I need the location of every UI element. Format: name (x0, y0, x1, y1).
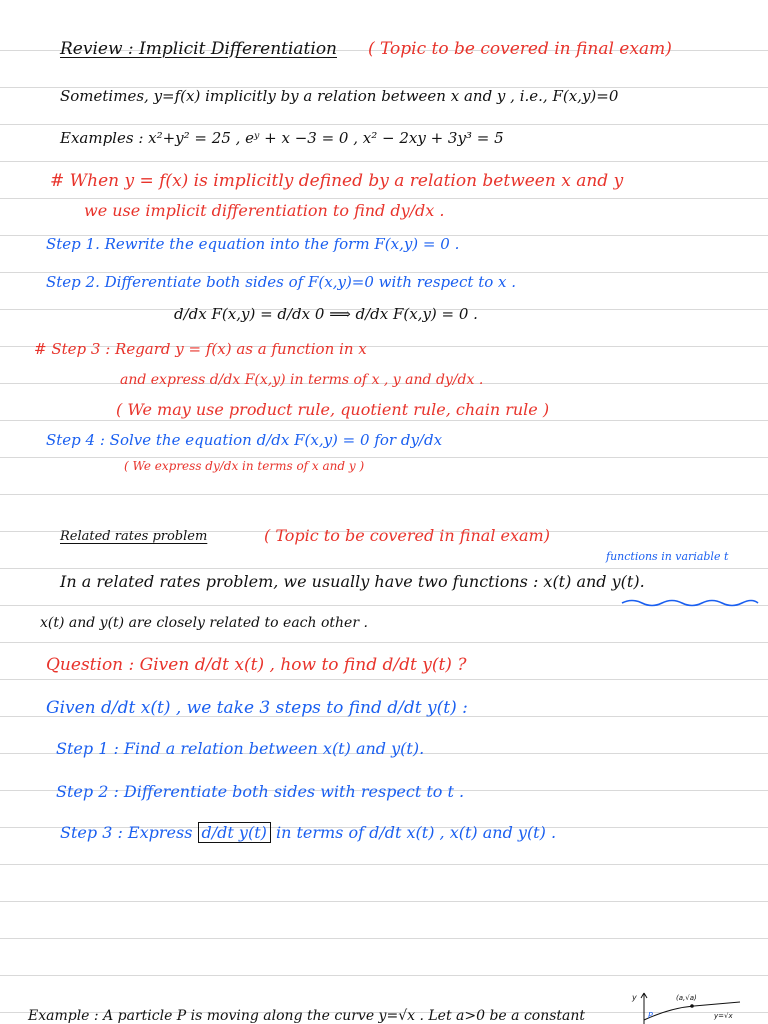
review-step-1: Step 1. Rewrite the equation into the form F(x,y) = 0 . (46, 235, 460, 253)
review-step-3-line-1: # Step 3 : Regard y = f(x) as a function in x (34, 340, 367, 358)
diagram-curve-label: y=√x (714, 1012, 733, 1020)
related-note: ( Topic to be covered in final exam) (264, 526, 550, 545)
review-step-3-line-3: ( We may use product rule, quotient rule, chain rule ) (116, 400, 550, 419)
review-step-4-line-2: ( We express dy/dx in terms of x and y ) (124, 459, 365, 473)
curve-diagram (630, 990, 768, 1024)
related-question: Question : Given d/dt x(t) , how to find d/dt y(t) ? (46, 655, 467, 675)
related-given: Given d/dt x(t) , we take 3 steps to find d/dt y(t) : (46, 698, 468, 718)
review-step-3-line-2: and express d/dx F(x,y) in terms of x , y and dy/dx . (120, 372, 484, 388)
review-note: ( Topic to be covered in final exam) (368, 39, 672, 59)
related-step-3-prefix: Step 3 : Express (60, 823, 193, 842)
related-title: Related rates problem (60, 529, 208, 544)
related-step-3-suffix: in terms of d/dt x(t) , x(t) and y(t) . (275, 823, 557, 842)
diagram-point-label: (a,√a) (676, 994, 697, 1002)
related-step-3-boxed: d/dt y(t) (198, 822, 271, 843)
review-step-2-equation: d/dx F(x,y) = d/dx 0 ⟹ d/dx F(x,y) = 0 . (174, 305, 478, 323)
review-step-2: Step 2. Differentiate both sides of F(x,y)=0 with respect to x . (46, 273, 517, 291)
related-intro-2: x(t) and y(t) are closely related to each other . (40, 615, 368, 631)
when-line-2: we use implicit differentiation to find dy/dx . (84, 201, 445, 220)
review-step-4-line-1: Step 4 : Solve the equation d/dx F(x,y) = 0 for dy/dx (46, 431, 443, 449)
wavy-underline (620, 598, 760, 608)
related-annotation: functions in variable t (606, 550, 729, 563)
diagram-axis-label: y (632, 993, 637, 1002)
related-step-3 (60, 824, 556, 842)
example-text: Example : A particle P is moving along the curve y=√x . Let a>0 be a constant (28, 1008, 586, 1024)
when-line-1: # When y = f(x) is implicitly defined by a relation between x and y (50, 171, 624, 191)
related-step-1: Step 1 : Find a relation between x(t) and y(t). (56, 739, 425, 758)
review-intro: Sometimes, y=f(x) implicitly by a relation between x and y , i.e., F(x,y)=0 (60, 87, 619, 105)
related-intro-1: In a related rates problem, we usually have two functions : x(t) and y(t). (60, 572, 645, 591)
diagram-p-label: P (648, 1011, 653, 1020)
point-marker (690, 1004, 694, 1008)
review-examples: Examples : x²+y² = 25 , eʸ + x −3 = 0 , x² − 2xy + 3y³ = 5 (60, 129, 504, 147)
related-step-2: Step 2 : Differentiate both sides with respect to t . (56, 782, 465, 801)
review-title: Review : Implicit Differentiation (60, 39, 337, 59)
